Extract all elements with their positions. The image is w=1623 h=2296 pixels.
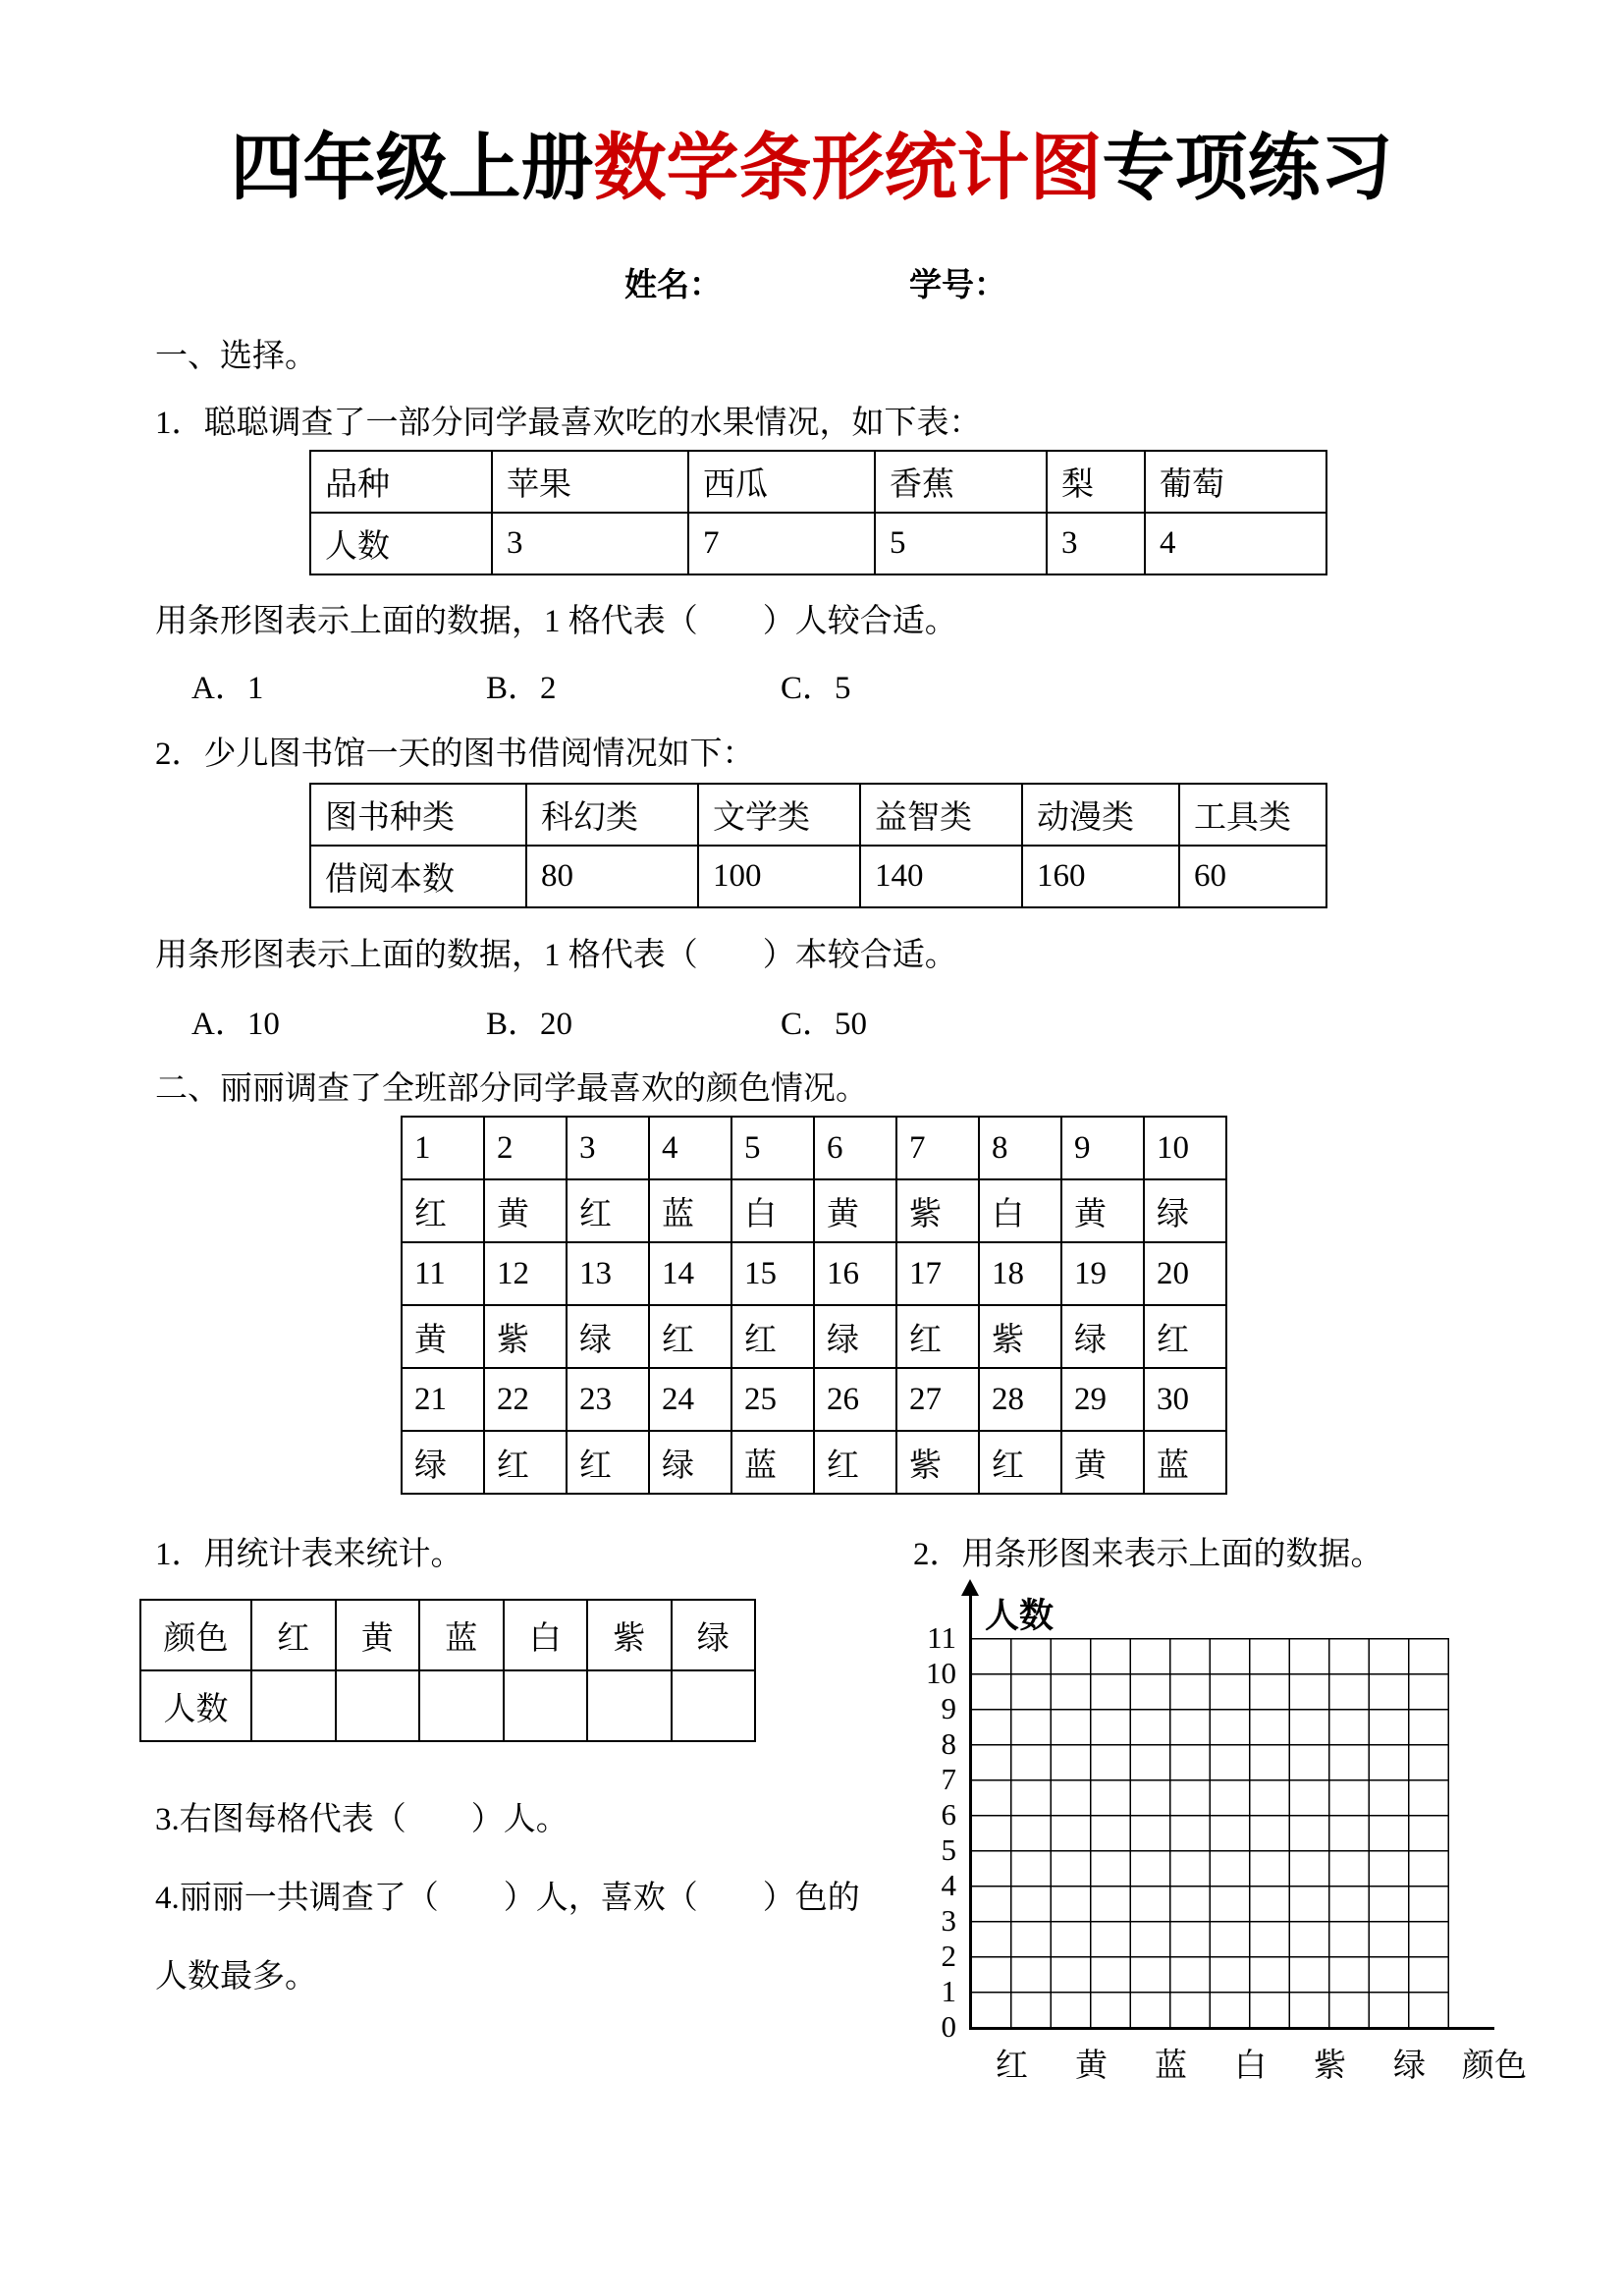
table-cell: 科幻类 — [526, 784, 698, 846]
table-cell: 紫 — [979, 1305, 1061, 1368]
table-cell: 益智类 — [860, 784, 1022, 846]
subquestion-1-text: 1．用统计表来统计。 — [155, 1537, 463, 1572]
table-cell: 工具类 — [1179, 784, 1326, 846]
table-cell: 23 — [567, 1368, 649, 1431]
table-cell: 8 — [979, 1117, 1061, 1179]
table-cell: 100 — [698, 846, 860, 907]
table-cell: 图书种类 — [310, 784, 526, 846]
x-category-labels — [972, 2040, 1449, 2086]
table-row — [310, 846, 1326, 907]
y-tick-label: 3 — [941, 1903, 956, 1938]
table-row — [310, 784, 1326, 846]
x-category-label: 白 — [1234, 2049, 1267, 2084]
table-cell: 红 — [567, 1431, 649, 1494]
chart-grid — [969, 1638, 1449, 2030]
table-cell: 绿 — [1061, 1305, 1144, 1368]
table-row — [402, 1431, 1226, 1494]
table-cell: 颜色 — [140, 1600, 251, 1670]
option-label: B．20 — [486, 1007, 573, 1042]
question-1-text: 用条形图表示上面的数据，1 格代表（ ）人较合适。 — [155, 604, 957, 639]
table-cell: 21 — [402, 1368, 484, 1431]
table-cell: 紫 — [896, 1431, 979, 1494]
table-cell: 蓝 — [419, 1600, 504, 1670]
table-cell: 12 — [484, 1242, 567, 1305]
table-cell: 2 — [484, 1117, 567, 1179]
table-cell: 白 — [731, 1179, 814, 1242]
section-two-heading: 二、丽丽调查了全班部分同学最喜欢的颜色情况。 — [155, 1071, 868, 1107]
table-row — [310, 513, 1326, 574]
table-cell — [251, 1670, 336, 1741]
table-cell: 人数 — [310, 513, 492, 574]
student-id-label: 学号： — [909, 268, 1006, 303]
table-cell — [504, 1670, 588, 1741]
table-cell: 黄 — [814, 1179, 896, 1242]
table-cell: 18 — [979, 1242, 1061, 1305]
table-cell: 30 — [1144, 1368, 1226, 1431]
table-cell: 60 — [1179, 846, 1326, 907]
table-cell: 7 — [688, 513, 875, 574]
option-label: A．1 — [191, 671, 264, 706]
table-cell: 红 — [814, 1431, 896, 1494]
table-cell: 绿 — [1144, 1179, 1226, 1242]
table-cell: 26 — [814, 1368, 896, 1431]
x-category-label: 红 — [996, 2049, 1028, 2084]
table-cell: 紫 — [484, 1305, 567, 1368]
table-row — [402, 1242, 1226, 1305]
subquestion-2-text: 2．用条形图来表示上面的数据。 — [913, 1537, 1383, 1572]
option-label: B．2 — [486, 671, 557, 706]
table-cell: 11 — [402, 1242, 484, 1305]
option-label: C．50 — [781, 1007, 868, 1042]
table-cell: 10 — [1144, 1117, 1226, 1179]
table-cell: 蓝 — [649, 1179, 731, 1242]
table-cell: 19 — [1061, 1242, 1144, 1305]
table-cell: 香蕉 — [875, 451, 1047, 513]
x-axis-label: 颜色 — [1462, 2049, 1527, 2084]
table-row — [402, 1179, 1226, 1242]
table-cell: 红 — [567, 1179, 649, 1242]
table-cell: 28 — [979, 1368, 1061, 1431]
subquestion-4-text: 4.丽丽一共调查了（ ）人，喜欢（ ）色的 — [155, 1881, 860, 1916]
table-cell: 9 — [1061, 1117, 1144, 1179]
x-category-label: 绿 — [1393, 2049, 1426, 2084]
table-cell: 借阅本数 — [310, 846, 526, 907]
table-cell: 17 — [896, 1242, 979, 1305]
table-row — [402, 1117, 1226, 1179]
title-text-highlight: 数学条形统计图 — [593, 129, 1103, 209]
table-cell: 27 — [896, 1368, 979, 1431]
table-cell: 80 — [526, 846, 698, 907]
table-cell: 苹果 — [492, 451, 688, 513]
table-cell: 白 — [979, 1179, 1061, 1242]
y-tick-label: 4 — [941, 1868, 956, 1902]
table-cell: 绿 — [402, 1431, 484, 1494]
name-label: 姓名： — [624, 268, 722, 303]
survey-table — [401, 1116, 1227, 1495]
table-cell: 7 — [896, 1117, 979, 1179]
table-cell: 红 — [731, 1305, 814, 1368]
table-cell: 4 — [649, 1117, 731, 1179]
table-cell: 红 — [649, 1305, 731, 1368]
page-title — [0, 110, 1623, 214]
table-cell: 动漫类 — [1022, 784, 1179, 846]
x-category-label: 紫 — [1314, 2049, 1346, 2084]
title-text-prefix: 四年级上册 — [230, 129, 594, 209]
table-cell: 红 — [402, 1179, 484, 1242]
fruit-table — [309, 450, 1327, 575]
title-text-suffix: 专项练习 — [1102, 129, 1393, 209]
y-tick-label: 5 — [941, 1832, 956, 1867]
table-cell: 葡萄 — [1145, 451, 1326, 513]
table-cell — [336, 1670, 420, 1741]
question-1-options — [191, 662, 1075, 708]
table-cell: 蓝 — [731, 1431, 814, 1494]
table-cell: 20 — [1144, 1242, 1226, 1305]
table-cell: 紫 — [587, 1600, 672, 1670]
table-cell: 16 — [814, 1242, 896, 1305]
x-category-label: 黄 — [1075, 2049, 1108, 2084]
stats-table — [139, 1599, 756, 1742]
y-tick-label: 2 — [941, 1939, 956, 1973]
table-cell: 文学类 — [698, 784, 860, 846]
table-cell: 1 — [402, 1117, 484, 1179]
table-cell: 绿 — [814, 1305, 896, 1368]
table-cell — [587, 1670, 672, 1741]
y-tick-label: 6 — [941, 1797, 956, 1831]
table-row — [402, 1305, 1226, 1368]
table-row — [140, 1670, 755, 1741]
table-cell: 29 — [1061, 1368, 1144, 1431]
y-axis-label: 人数 — [985, 1597, 1055, 1635]
table-cell — [672, 1670, 756, 1741]
y-tick-label: 7 — [941, 1762, 956, 1796]
table-cell: 红 — [979, 1431, 1061, 1494]
table-cell: 13 — [567, 1242, 649, 1305]
table-cell: 绿 — [567, 1305, 649, 1368]
table-cell: 人数 — [140, 1670, 251, 1741]
table-cell: 品种 — [310, 451, 492, 513]
table-cell: 140 — [860, 846, 1022, 907]
table-cell: 红 — [1144, 1305, 1226, 1368]
table-cell: 22 — [484, 1368, 567, 1431]
table-cell: 蓝 — [1144, 1431, 1226, 1494]
y-tick-labels — [864, 1620, 956, 2045]
subquestion-4-text-continued: 人数最多。 — [155, 1959, 317, 1995]
table-cell: 黄 — [336, 1600, 420, 1670]
table-cell: 5 — [875, 513, 1047, 574]
table-cell: 黄 — [1061, 1431, 1144, 1494]
table-cell: 3 — [1047, 513, 1145, 574]
subquestion-3-text: 3.右图每格代表（ ）人。 — [155, 1802, 568, 1837]
table-cell: 25 — [731, 1368, 814, 1431]
library-table — [309, 783, 1327, 908]
table-cell: 5 — [731, 1117, 814, 1179]
option-label: A．10 — [191, 1007, 280, 1042]
table-row — [310, 451, 1326, 513]
table-cell: 黄 — [484, 1179, 567, 1242]
question-2-intro: 2．少儿图书馆一天的图书借阅情况如下： — [155, 737, 755, 772]
table-cell: 14 — [649, 1242, 731, 1305]
table-cell: 24 — [649, 1368, 731, 1431]
y-axis-line — [969, 1593, 972, 1638]
table-cell: 红 — [251, 1600, 336, 1670]
table-cell: 红 — [484, 1431, 567, 1494]
table-cell: 绿 — [649, 1431, 731, 1494]
table-cell: 3 — [567, 1117, 649, 1179]
y-tick-label: 0 — [941, 2009, 956, 2044]
y-tick-label: 10 — [926, 1656, 956, 1690]
section-one-heading: 一、选择。 — [155, 339, 317, 374]
question-2-options — [191, 998, 1075, 1044]
table-cell: 160 — [1022, 846, 1179, 907]
question-1-intro: 1．聪聪调查了一部分同学最喜欢吃的水果情况，如下表： — [155, 406, 982, 441]
table-cell: 黄 — [1061, 1179, 1144, 1242]
table-cell: 6 — [814, 1117, 896, 1179]
table-cell: 黄 — [402, 1305, 484, 1368]
y-tick-label: 11 — [927, 1620, 956, 1655]
x-category-label: 蓝 — [1155, 2049, 1187, 2084]
table-row — [402, 1368, 1226, 1431]
table-cell: 红 — [896, 1305, 979, 1368]
table-cell: 4 — [1145, 513, 1326, 574]
table-cell: 15 — [731, 1242, 814, 1305]
table-cell: 3 — [492, 513, 688, 574]
table-cell: 白 — [504, 1600, 588, 1670]
table-row — [140, 1600, 755, 1670]
y-tick-label: 9 — [941, 1691, 956, 1725]
question-2-text: 用条形图表示上面的数据，1 格代表（ ）本较合适。 — [155, 938, 957, 973]
option-label: C．5 — [781, 671, 851, 706]
y-tick-label: 8 — [941, 1726, 956, 1761]
table-cell: 绿 — [672, 1600, 756, 1670]
x-axis-extension-line — [1449, 2027, 1494, 2030]
y-tick-label: 1 — [941, 1974, 956, 2008]
table-cell — [419, 1670, 504, 1741]
table-cell: 紫 — [896, 1179, 979, 1242]
table-cell: 梨 — [1047, 451, 1145, 513]
table-cell: 西瓜 — [688, 451, 875, 513]
